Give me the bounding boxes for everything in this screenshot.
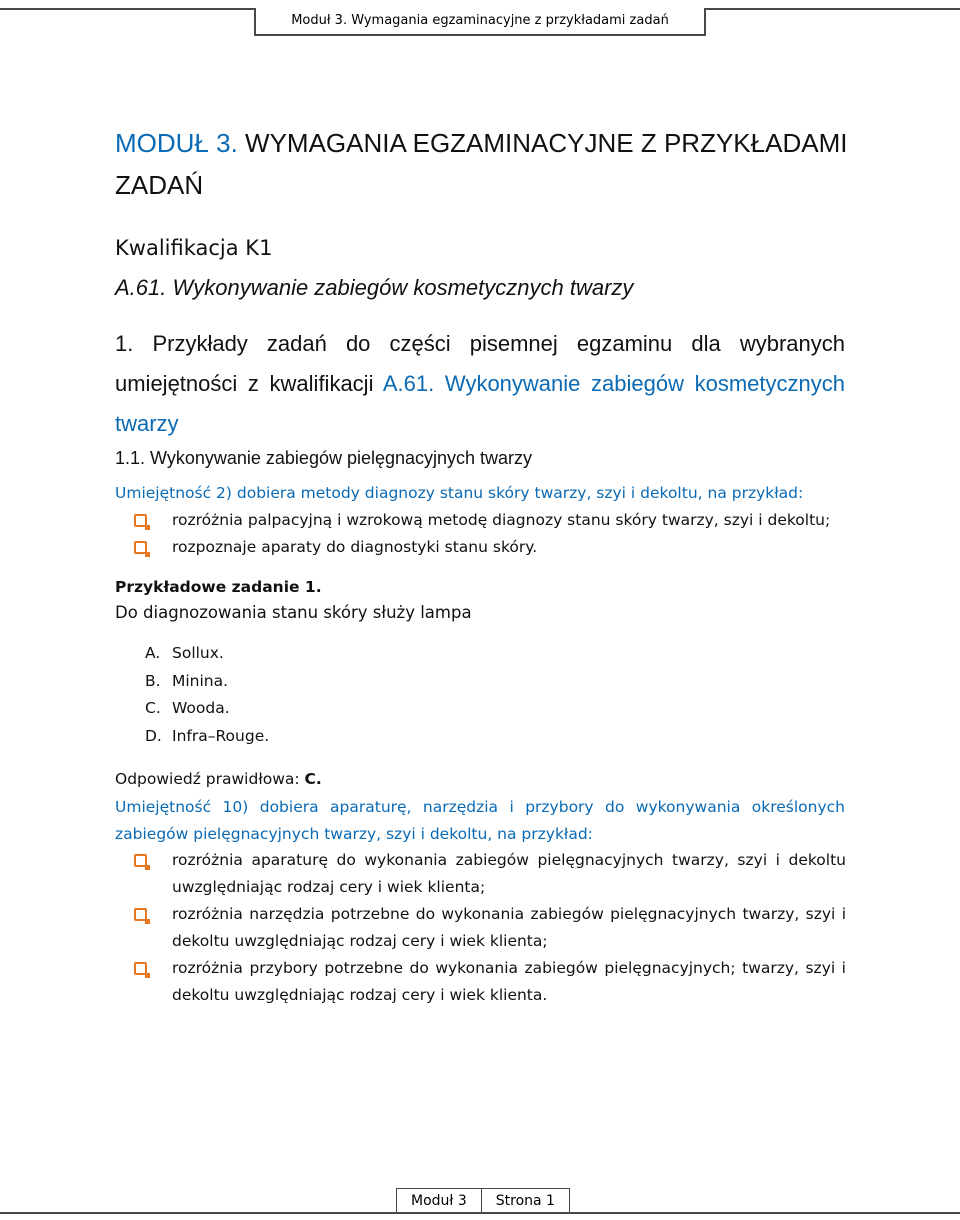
skill-requirement: Umiejętność 10) dobiera aparaturę, narzędzia i przybory do wykonywania określonych zabiegów pielęgnacyjnych twarzy, szyi i dekoltu, na przykład:	[115, 798, 845, 843]
list-item	[134, 955, 846, 1009]
option-text: Minina.	[172, 671, 229, 690]
footer-rule	[0, 1212, 960, 1214]
list-item	[134, 507, 846, 534]
page-title	[115, 122, 855, 206]
list-item	[134, 534, 846, 561]
list-item-text: rozróżnia narzędzia potrzebne do wykonania zabiegów pielęgnacyjnych twarzy, szyi i dekoltu uwzględniając rodzaj cery i wiek klienta;	[172, 905, 846, 950]
section-heading	[115, 324, 845, 444]
answer-value: C.	[304, 770, 322, 788]
list-item-text: rozróżnia przybory potrzebne do wykonania zabiegów pielęgnacyjnych; twarzy, szyi i dekoltu uwzględniając rodzaj cery i wiek klienta.	[172, 959, 846, 1004]
checkbox-bullet-icon	[134, 514, 147, 527]
qualification-name: A.61. Wykonywanie zabiegów kosmetycznych twarzy	[115, 275, 634, 300]
option-letter: C.	[145, 699, 161, 717]
option-letter: B.	[145, 671, 161, 690]
qualification-label: Kwalifikacja K1	[115, 236, 273, 260]
answer-option	[145, 723, 269, 751]
option-text: Sollux.	[172, 644, 224, 662]
answer-option	[145, 640, 269, 668]
skill-requirement: Umiejętność 2) dobiera metody diagnozy stanu skóry twarzy, szyi i dekoltu, na przykład:	[115, 484, 804, 502]
subsection-heading: 1.1. Wykonywanie zabiegów pielęgnacyjnych twarzy	[115, 448, 533, 468]
checkbox-bullet-icon	[134, 962, 147, 975]
page-footer	[396, 1188, 570, 1213]
footer-page-number: Strona 1	[481, 1189, 569, 1213]
option-text: Infra–Rouge.	[172, 726, 270, 745]
list-item-text: rozróżnia aparaturę do wykonania zabiegów pielęgnacyjnych twarzy, szyi i dekoltu uwzględniając rodzaj cery i wiek klienta;	[172, 851, 846, 896]
correct-answer	[115, 770, 322, 788]
running-header: Moduł 3. Wymagania egzaminacyjne z przykładami zadań	[254, 8, 706, 36]
title-prefix: MODUŁ 3.	[115, 128, 238, 158]
answer-option	[145, 695, 269, 723]
option-letter: D.	[145, 726, 162, 745]
answer-label: Odpowiedź prawidłowa:	[115, 770, 305, 788]
checkbox-bullet-icon	[134, 541, 147, 554]
skill-bullet-list	[134, 507, 846, 561]
checkbox-bullet-icon	[134, 854, 147, 867]
section-heading-highlight: A.61. Wykonywanie zabiegów kosmetycznych twarzy	[115, 371, 845, 436]
answer-option	[145, 668, 269, 696]
option-letter: A.	[145, 644, 161, 662]
option-text: Wooda.	[172, 699, 230, 717]
answer-options	[145, 640, 269, 750]
task-title: Przykładowe zadanie 1.	[115, 578, 322, 596]
list-item-text: rozpoznaje aparaty do diagnostyki stanu skóry.	[172, 538, 538, 556]
checkbox-bullet-icon	[134, 908, 147, 921]
list-item-text: rozróżnia palpacyjną i wzrokową metodę diagnozy stanu skóry twarzy, szyi i dekoltu;	[172, 511, 831, 529]
list-item	[134, 901, 846, 955]
list-item	[134, 847, 846, 901]
footer-module: Moduł 3	[411, 1193, 467, 1209]
task-question: Do diagnozowania stanu skóry służy lampa	[115, 603, 472, 622]
title-text: WYMAGANIA EGZAMINACYJNE Z PRZYKŁADAMI ZADAŃ	[115, 128, 848, 200]
skill-bullet-list	[134, 847, 846, 1009]
section-heading-prefix: 1. Przykłady zadań do części pisemnej egzaminu dla wybranych umiejętności z kwalifikacji	[115, 331, 845, 396]
